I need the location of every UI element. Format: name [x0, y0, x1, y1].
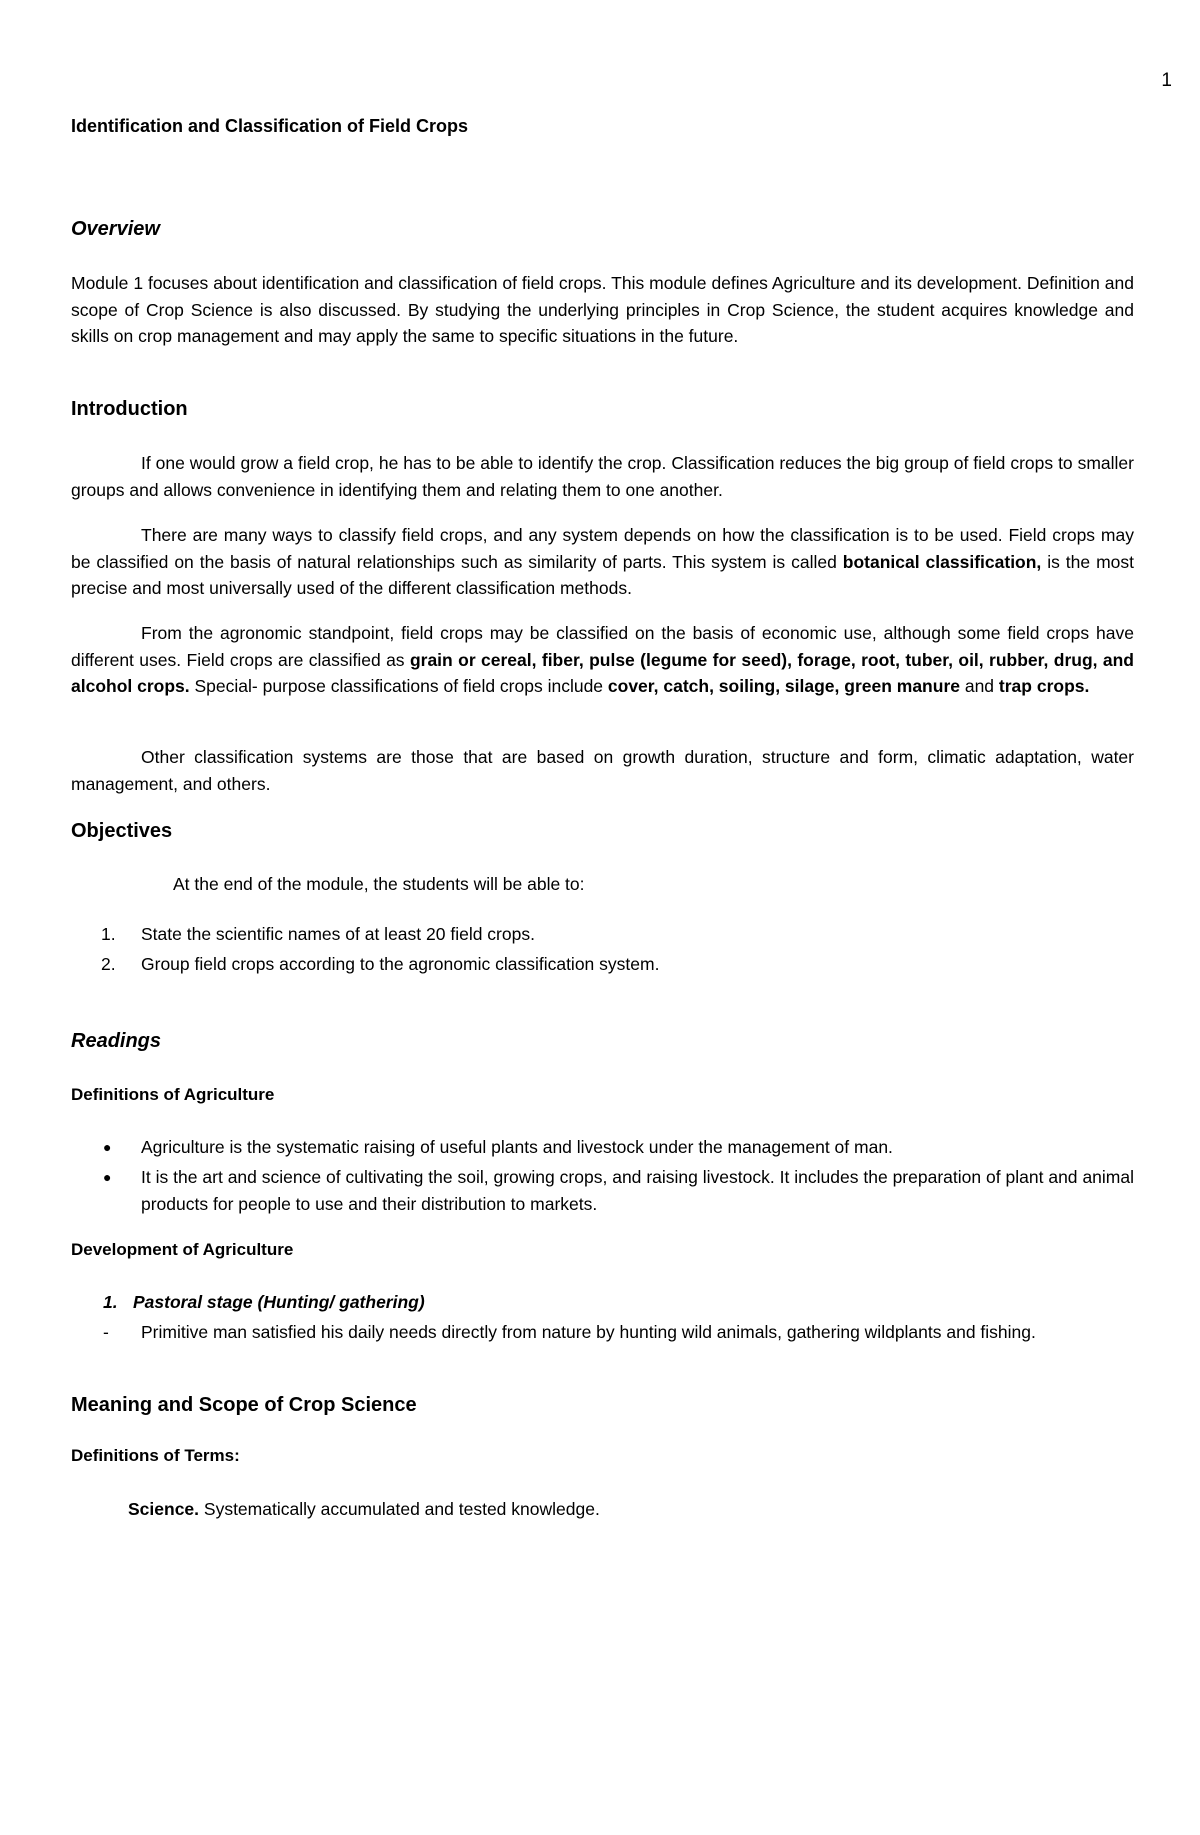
readings-heading: Readings — [71, 1030, 162, 1052]
science-term: Science. — [128, 1499, 200, 1519]
p3-text-c: Special- purpose classifications of field crops include — [189, 676, 608, 696]
objective-item — [71, 921, 1134, 948]
document-title: Identification and Classification of Field Crops — [71, 116, 469, 136]
bullet-text: Agriculture is the systematic raising of useful plants and livestock under the management of man. — [141, 1137, 893, 1157]
objective-item — [71, 951, 1134, 978]
overview-paragraph: Module 1 focuses about identification and classification of field crops. This module defines Agriculture and its development. Definition and scope of Crop Science is also discussed. By studying the underlying principles in Crop Science, the student acquires knowledge and skills on crop management and may apply the same to specific situations in the future. — [71, 273, 1134, 346]
objectives-heading: Objectives — [71, 820, 173, 842]
p3-bold-trap: trap crops. — [998, 676, 1090, 696]
objective-text: Group field crops according to the agronomic classification system. — [141, 954, 660, 974]
objective-number: 2. — [101, 954, 116, 974]
introduction-paragraph-1: If one would grow a field crop, he has to be able to identify the crop. Classification reduces the big group of field crops to smaller groups and allows convenience in identifying them and relating them to one another. — [71, 453, 1134, 500]
p2-text-c: is the most precise and most universally used of the different classification methods. — [71, 551, 1135, 598]
definitions-of-terms-heading: Definitions of Terms: — [71, 1446, 240, 1465]
introduction-heading: Introduction — [71, 398, 188, 420]
overview-heading: Overview — [71, 218, 160, 240]
bullet-item — [71, 1164, 1134, 1218]
p3-bold-special: cover, catch, soiling, silage, green manure — [607, 676, 960, 696]
introduction-paragraph-3 — [71, 620, 1134, 700]
bullet-icon: ● — [103, 1169, 112, 1185]
introduction-paragraph-4: Other classification systems are those that are based on growth duration, structure and form, climatic adaptation, water management, and others. — [71, 747, 1134, 794]
bullet-item — [71, 1134, 1134, 1161]
stage-text: Primitive man satisfied his daily needs directly from nature by hunting wild animals, gathering wildplants and fishing. — [141, 1322, 1036, 1342]
bullet-icon: ● — [103, 1139, 112, 1155]
dash-marker: - — [103, 1322, 109, 1342]
objective-text: State the scientific names of at least 20 field crops. — [141, 924, 535, 944]
development-of-agriculture-heading: Development of Agriculture — [71, 1240, 294, 1259]
stage-number: 1. — [103, 1292, 118, 1312]
science-definition — [128, 1496, 600, 1523]
page-number: 1 — [1161, 70, 1172, 91]
crop-science-heading: Meaning and Scope of Crop Science — [71, 1394, 417, 1416]
definitions-of-agriculture-heading: Definitions of Agriculture — [71, 1085, 275, 1104]
p3-text-e: and — [959, 676, 999, 696]
science-definition-text: Systematically accumulated and tested knowledge. — [199, 1499, 600, 1519]
introduction-paragraph-2 — [71, 522, 1134, 602]
objective-number: 1. — [101, 924, 116, 944]
stage-title: Pastoral stage (Hunting/ gathering) — [133, 1292, 425, 1312]
bullet-text: It is the art and science of cultivating the soil, growing crops, and raising livestock. It includes the preparation of plant and animal products for people to use and their distribution to markets. — [141, 1167, 1134, 1214]
p2-bold-botanical: botanical classification, — [842, 551, 1042, 572]
stage-item — [71, 1289, 1134, 1316]
objectives-lead: At the end of the module, the students will be able to: — [173, 874, 585, 894]
p3-bold-crop-types: grain or cereal, fiber, pulse (legume for seed), forage, root, tuber, oil, rubber, drug, and alcohol crops. — [71, 649, 1134, 696]
stage-description — [71, 1319, 1134, 1373]
p3-text-a: From the agronomic standpoint, field crops may be classified on the basis of economic use, although some field crops have different uses. Field crops are classified as — [71, 623, 1134, 670]
p2-text-a: There are many ways to classify field crops, and any system depends on how the classification is to be used. Field crops may be classified on the basis of natural relationships such as similarity of parts. This system is called — [71, 525, 1134, 572]
